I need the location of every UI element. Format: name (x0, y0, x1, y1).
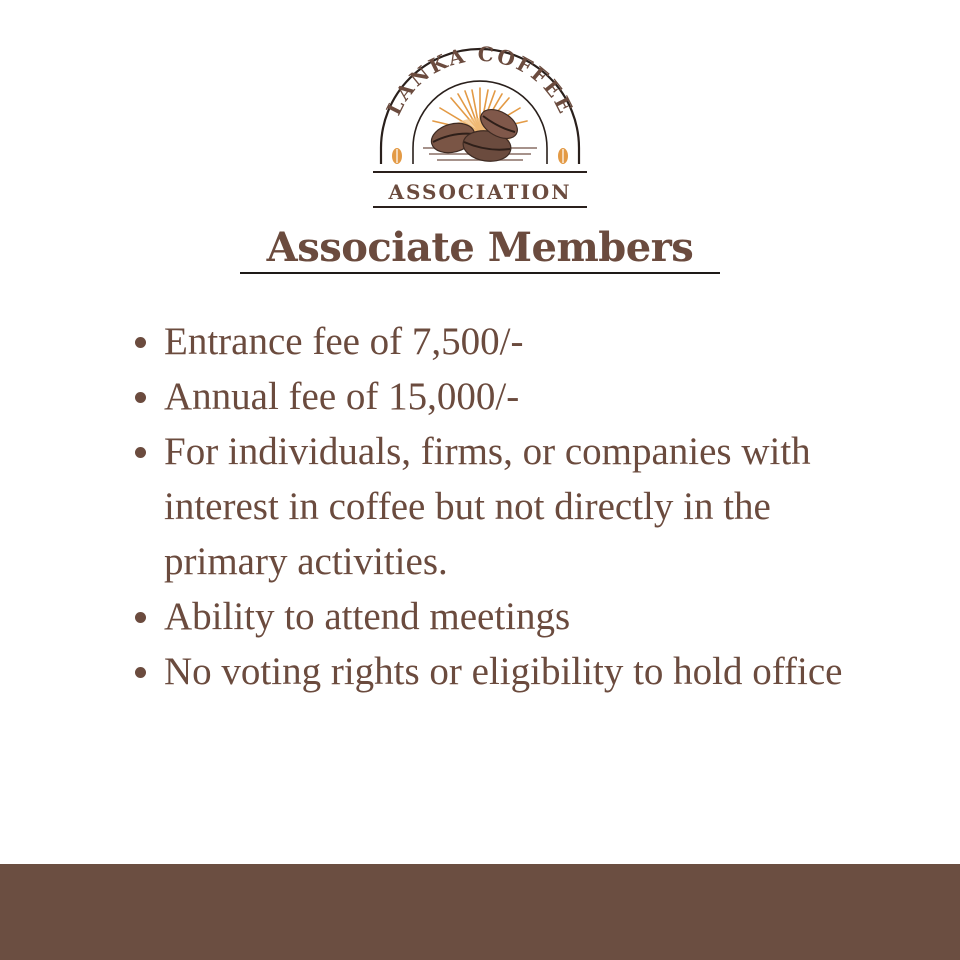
list-item-text: For individuals, firms, or companies with interest in coffee but not directly in the primary activities. (164, 430, 811, 583)
title-underline (240, 272, 720, 274)
lanka-coffee-association-logo (365, 36, 595, 216)
list-item-text: Annual fee of 15,000/- (164, 375, 520, 418)
list-item-text: Entrance fee of 7,500/- (164, 320, 524, 363)
bullet-dot-icon (135, 612, 146, 623)
small-bean-icon (392, 148, 402, 164)
bullet-dot-icon (135, 447, 146, 458)
logo-banner-text: ASSOCIATION (388, 180, 572, 204)
list-item (130, 424, 850, 589)
benefits-list (130, 314, 850, 699)
list-item (130, 369, 850, 424)
page-title: Associate Members (266, 224, 694, 271)
list-item-text: Ability to attend meetings (164, 595, 571, 638)
list-item (130, 314, 850, 369)
bullet-dot-icon (135, 667, 146, 678)
bullet-dot-icon (135, 337, 146, 348)
bullet-dot-icon (135, 392, 146, 403)
list-item-text: No voting rights or eligibility to hold office (164, 650, 843, 693)
footer-band (0, 864, 960, 960)
logo-arc-text: LANKA COFFEE (381, 41, 579, 119)
coffee-beans-sunrise-icon (365, 36, 595, 216)
small-bean-icon (558, 148, 568, 164)
list-item (130, 644, 850, 699)
list-item (130, 589, 850, 644)
